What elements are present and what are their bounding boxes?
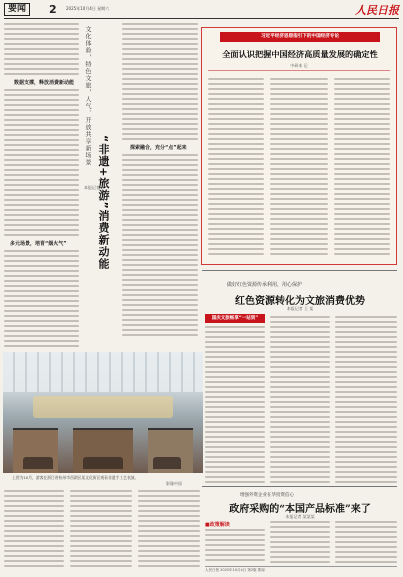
masthead-rule bbox=[4, 18, 399, 19]
feature-photo bbox=[3, 352, 203, 473]
essay-column-2 bbox=[270, 78, 328, 258]
left-column-body-3 bbox=[4, 250, 79, 350]
left-column-body-1 bbox=[4, 23, 79, 78]
feature-dateline: 本报记者 bbox=[84, 185, 100, 190]
photo-caption: 上图为10月，游客在浙江省杭州市西湖区某文化街区观看非遗手工艺表演。 bbox=[12, 475, 139, 480]
essay-author: 中研本 记 bbox=[290, 63, 308, 68]
bottom-left-column-1 bbox=[4, 490, 64, 570]
story3-column-1 bbox=[205, 529, 265, 564]
feature-title: “非遗+旅游”消费新动能 bbox=[97, 135, 110, 270]
bottom-left-column-2 bbox=[70, 490, 132, 570]
essay-divider bbox=[208, 70, 390, 71]
feature-subtitle: 文化体验，特色文旅，人气、开放共享新场景 bbox=[84, 26, 91, 166]
policy-tag: ■政策解读 bbox=[205, 522, 230, 528]
publication-date: 2025年10月4日 星期六 bbox=[66, 6, 110, 11]
essay-column-1 bbox=[208, 78, 264, 258]
left-column-body-2 bbox=[4, 89, 79, 239]
story2-column-3 bbox=[335, 316, 397, 486]
essay-column-3 bbox=[334, 78, 390, 258]
featured-essay-box bbox=[201, 27, 397, 265]
story2-column-2 bbox=[270, 316, 330, 486]
story2-headline: 红色资源转化为文旅消费优势 bbox=[235, 296, 365, 307]
story3-column-3 bbox=[335, 521, 397, 566]
left-column-subhead-1: 数据支撑，释放消费新动能 bbox=[14, 80, 75, 86]
photo-crowd bbox=[83, 457, 123, 469]
photo-lights bbox=[33, 396, 173, 418]
page-footer: 人民日报 2025年10月4日 第2版 要闻 bbox=[205, 566, 397, 574]
page-number: 2 bbox=[49, 3, 57, 16]
photo-crowd bbox=[23, 457, 53, 469]
newspaper-logo: 人民日报 bbox=[355, 4, 399, 17]
story2-section-label: 国庆文旅畅享“一站到” bbox=[205, 314, 265, 323]
story2-byline: 本报记者 王 某 bbox=[286, 306, 314, 311]
masthead bbox=[4, 3, 399, 17]
left-column-subhead-2: 多元场景，培育“烟火气” bbox=[10, 241, 67, 247]
essay-headline: 全面认识把握中国经济高质量发展的确定性 bbox=[222, 49, 378, 59]
photo-ceiling bbox=[3, 352, 203, 392]
section-divider bbox=[202, 486, 397, 487]
bottom-left-column-3 bbox=[138, 490, 200, 570]
story3-column-2 bbox=[270, 521, 330, 566]
story2-column-1 bbox=[205, 326, 265, 486]
story3-byline: 本报记者 某某某 bbox=[285, 514, 315, 519]
middle-column-body-2 bbox=[122, 154, 198, 339]
story3-headline: 政府采购的“本国产品标准”来了 bbox=[229, 504, 371, 515]
essay-series-tag: 习近平经济思想指引下的中国经济专论 bbox=[220, 32, 380, 42]
feature-column-subhead: 探索融合，充分“点”起来 bbox=[130, 145, 187, 151]
section-name: 要闻 bbox=[4, 3, 30, 16]
section-divider bbox=[202, 270, 397, 271]
middle-column-body-1 bbox=[122, 23, 198, 143]
story2-kicker: 做好红色资源传承利用，用心保护 bbox=[227, 282, 303, 288]
photo-crowd bbox=[153, 457, 181, 469]
story3-kicker: 增强外资企业在华投资信心 bbox=[240, 493, 294, 498]
photo-credit: 影像中国 bbox=[166, 481, 182, 486]
